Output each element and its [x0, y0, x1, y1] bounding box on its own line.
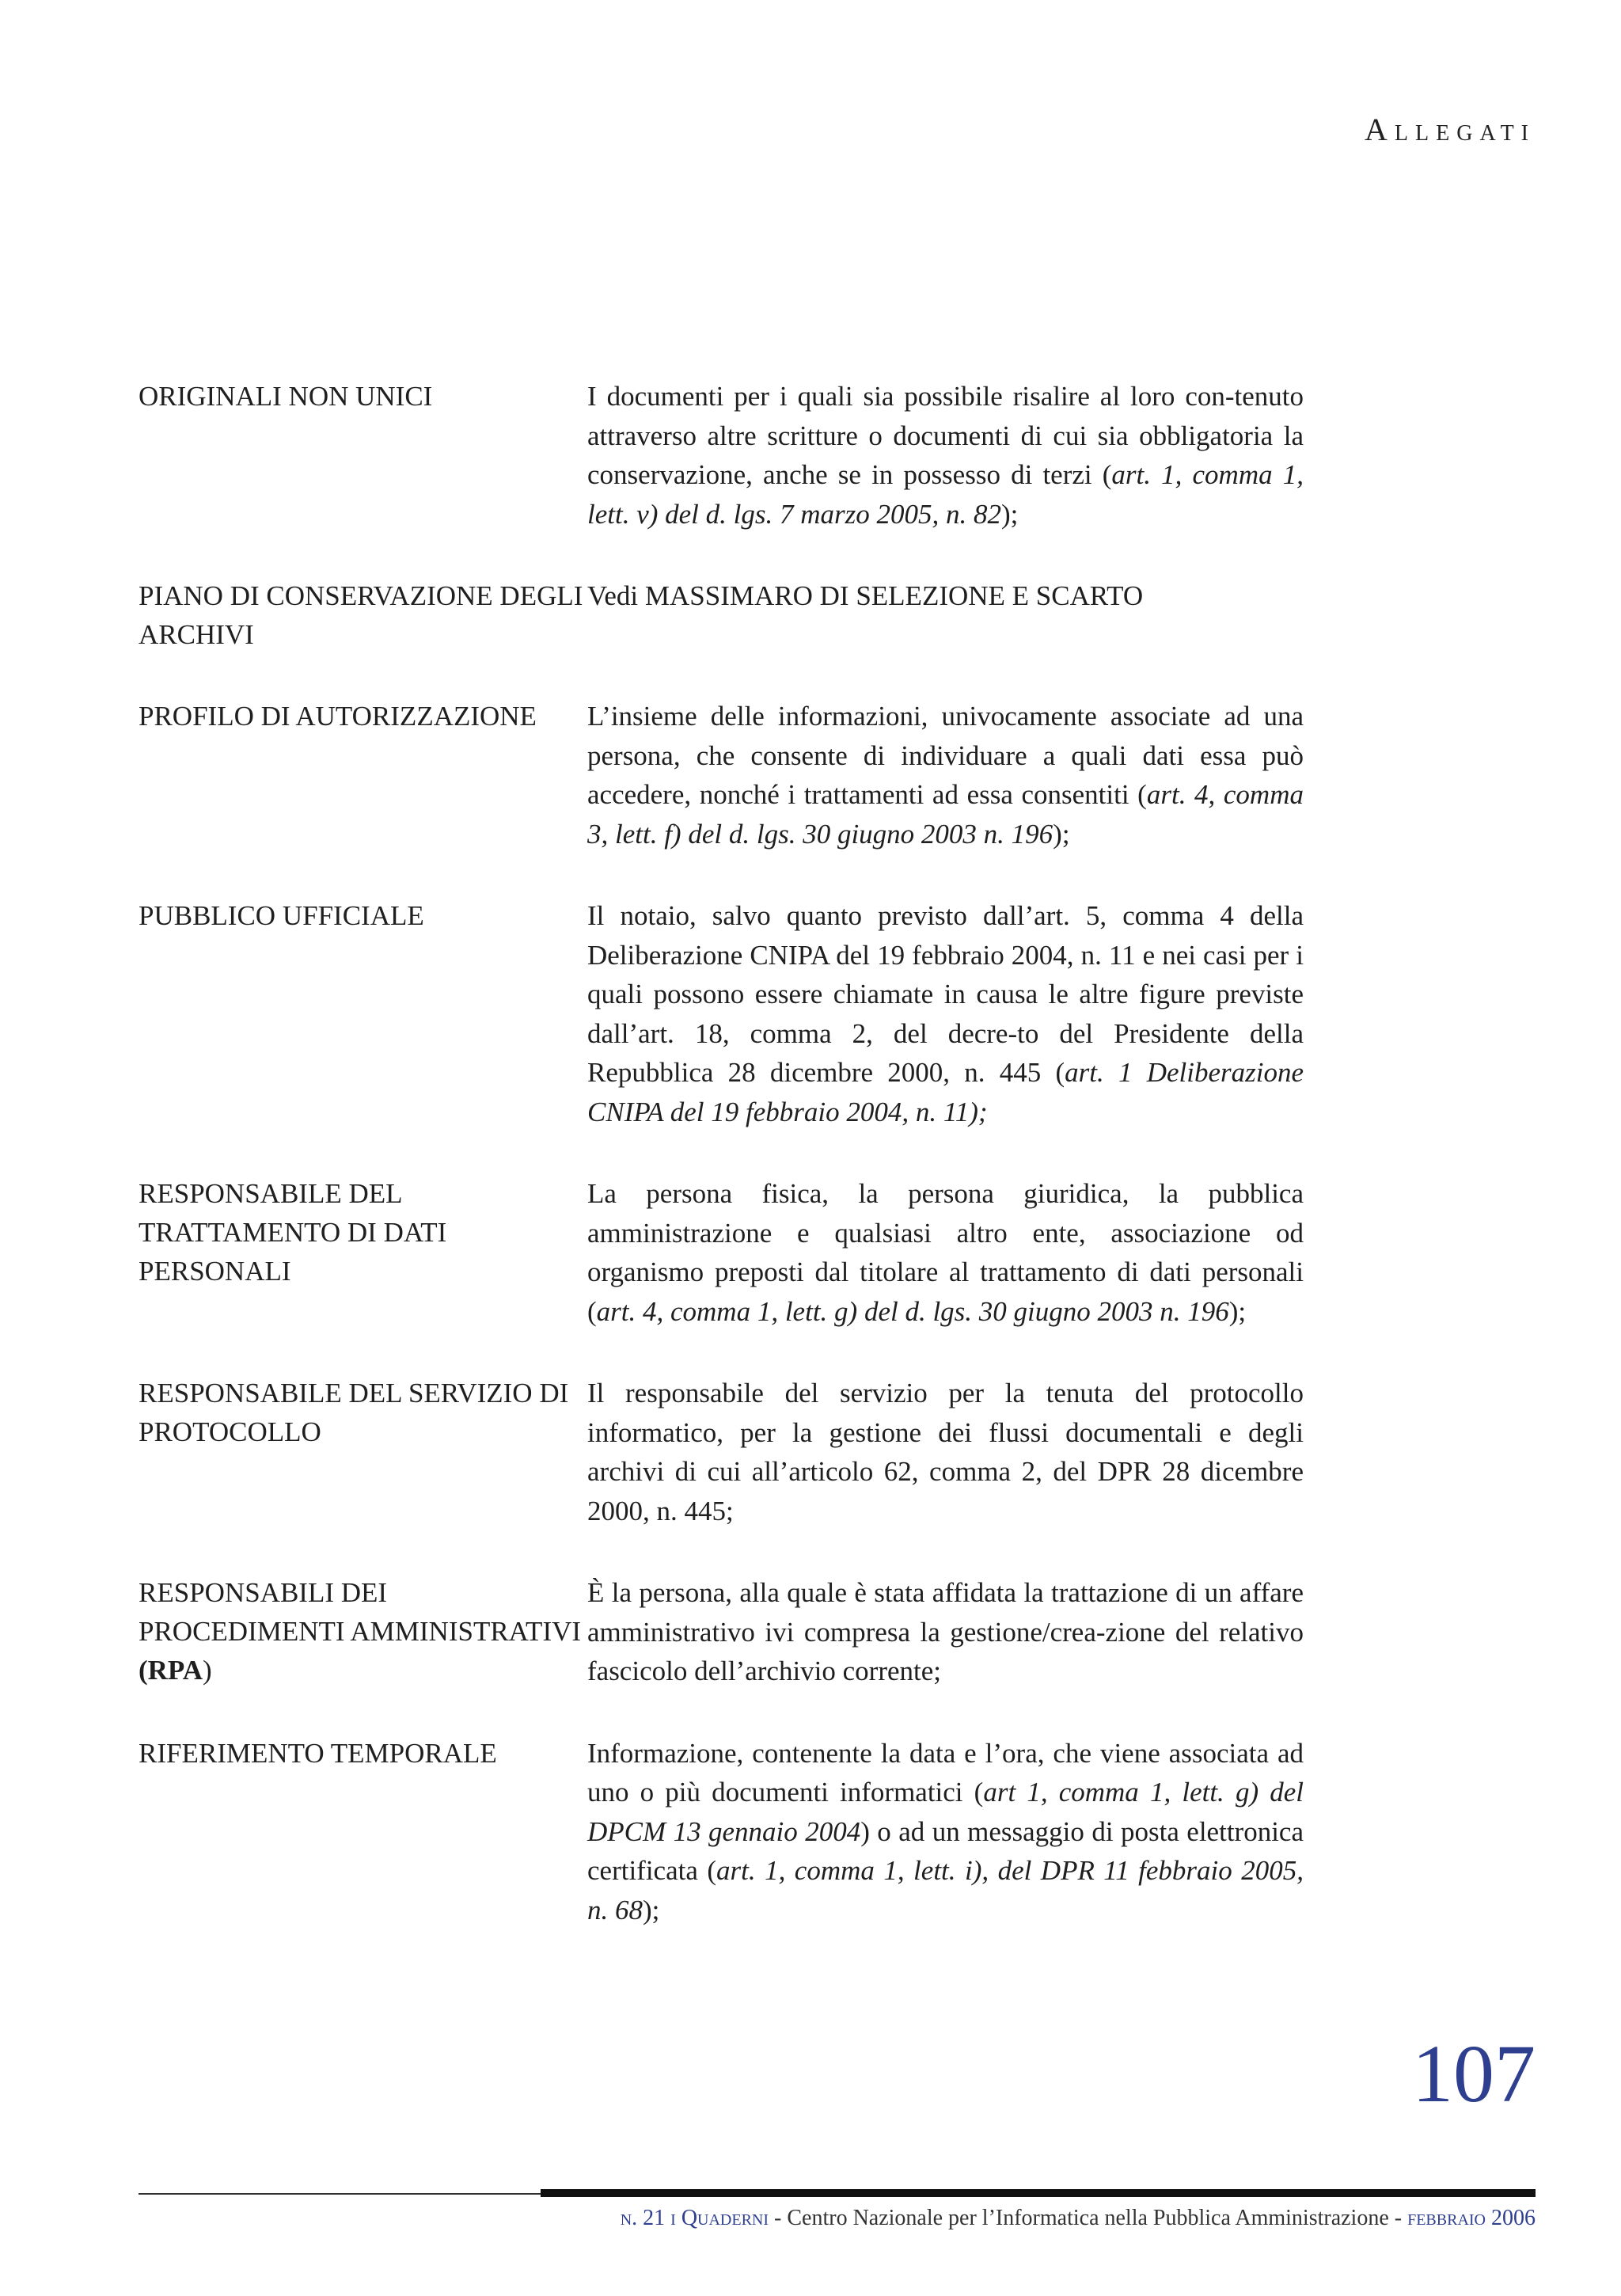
- definition-text: Il responsabile del servizio per la tenuta del protocollo informatico, per la gestione dei flussi documentali e degli archivi di cui all’articolo 62, comma 2, del DPR 28 dicembre 2000, n. 445;: [587, 1378, 1304, 1526]
- term-acronym: (RPA: [139, 1655, 203, 1686]
- glossary-term: RESPONSABILE DEL TRATTAMENTO DI DATI PERSONALI: [139, 1178, 447, 1287]
- glossary-definition: [587, 1573, 1304, 1691]
- glossary-entry: [139, 1573, 1304, 1691]
- footer-issue: n. 21: [620, 2206, 666, 2230]
- glossary-definition: [587, 1374, 1304, 1530]
- definition-text: Il notaio, salvo quanto previsto dall’art. 5, comma 4 della Deliberazione CNIPA del 19 febbraio 2004, n. 11 e nei casi per i quali possono essere chiamate in causa le altre figure previste dall’art. 18, comma 2, del decre-to del Presidente della Repubblica 28 dicembre 2000, n. 445 (: [587, 900, 1304, 1088]
- glossary-entry: [139, 377, 1304, 534]
- glossary-definition: [587, 576, 1304, 654]
- footer-rule-bold: [541, 2189, 1536, 2197]
- legal-reference: art. 1, comma 1, lett. i), del DPR 11 febbraio 2005, n. 68: [587, 1855, 1304, 1925]
- definition-text: I documenti per i quali sia possibile risalire al loro con-tenuto attraverso altre scritture o documenti di cui sia obbligatoria la conservazione, anche se in possesso di terzi (: [587, 381, 1304, 490]
- glossary: [139, 377, 1304, 1972]
- definition-tail: );: [643, 1894, 660, 1925]
- glossary-definition: [587, 377, 1304, 534]
- legal-reference: art 1, comma 1, lett. g) del DPCM 13 gennaio 2004: [587, 1777, 1304, 1847]
- definition-tail: );: [1053, 818, 1070, 850]
- definition-text: È la persona, alla quale è stata affidata la trattazione di un affare amministrativo ivi compresa la gestione/crea-zione del relativo fascicolo dell’archivio corrente;: [587, 1577, 1304, 1686]
- glossary-term: RIFERIMENTO TEMPORALE: [139, 1737, 497, 1769]
- footer-separator: i: [670, 2206, 676, 2230]
- legal-reference: art. 1 Deliberazione CNIPA del 19 febbraio 2004, n. 11);: [587, 1057, 1304, 1127]
- glossary-term: ORIGINALI NON UNICI: [139, 381, 433, 412]
- glossary-entry: [139, 1734, 1304, 1930]
- definition-tail: );: [1001, 498, 1019, 530]
- page-number: 107: [1412, 2028, 1536, 2119]
- definition-text: Vedi MASSIMARO DI SELEZIONE E SCARTO: [587, 580, 1144, 611]
- definition-text: Informazione, contenente la data e l’ora, che viene associata ad uno o più documenti informatici (: [587, 1737, 1304, 1808]
- glossary-entry: [139, 697, 1304, 853]
- legal-reference: art. 4, comma 1, lett. g) del d. lgs. 30 giugno 2003 n. 196: [596, 1295, 1229, 1327]
- glossary-term: PROFILO DI AUTORIZZAZIONE: [139, 701, 537, 732]
- glossary-entry: [139, 576, 1304, 654]
- term-text: RESPONSABILI DEI PROCEDIMENTI AMMINISTRATIVI: [139, 1577, 582, 1647]
- term-tail: ): [203, 1655, 212, 1686]
- glossary-entry: [139, 1374, 1304, 1530]
- glossary-term: RESPONSABILE DEL SERVIZIO DI PROTOCOLLO: [139, 1378, 569, 1447]
- glossary-entry: [139, 1174, 1304, 1331]
- definition-text-mid: ) o ad un messaggio di posta elettronica certificata (: [587, 1815, 1304, 1886]
- footer-rule: [139, 2193, 541, 2195]
- footer-date: febbraio 2006: [1407, 2206, 1536, 2230]
- glossary-definition: [587, 1734, 1304, 1930]
- glossary-term: [139, 1573, 587, 1691]
- glossary-definition: [587, 697, 1304, 853]
- footer-series: Quaderni: [681, 2206, 769, 2230]
- legal-reference: art. 1, comma 1, lett. v) del d. lgs. 7 marzo 2005, n. 82: [587, 459, 1304, 530]
- footer-publisher: - Centro Nazionale per l’Informatica nella Pubblica Amministrazione -: [774, 2206, 1403, 2230]
- glossary-definition: [587, 1174, 1304, 1331]
- glossary-definition: [587, 896, 1304, 1131]
- glossary-term: PUBBLICO UFFICIALE: [139, 900, 424, 931]
- glossary-term: PIANO DI CONSERVAZIONE DEGLI ARCHIVI: [139, 580, 583, 650]
- definition-text: L’insieme delle informazioni, univocamente associate ad una persona, che consente di individuare a quali dati essa può accedere, nonché i trattamenti ad essa consentiti (: [587, 701, 1304, 810]
- definition-text: La persona fisica, la persona giuridica, la pubblica amministrazione e qualsiasi altro ente, associazione od organismo preposti dal titolare al trattamento di dati personali (: [587, 1178, 1304, 1327]
- definition-tail: );: [1228, 1295, 1247, 1327]
- glossary-entry: [139, 896, 1304, 1131]
- running-header: Allegati: [1365, 112, 1536, 147]
- legal-reference: art. 4, comma 3, lett. f) del d. lgs. 30 giugno 2003 n. 196: [587, 779, 1304, 850]
- footer: [621, 2206, 1536, 2231]
